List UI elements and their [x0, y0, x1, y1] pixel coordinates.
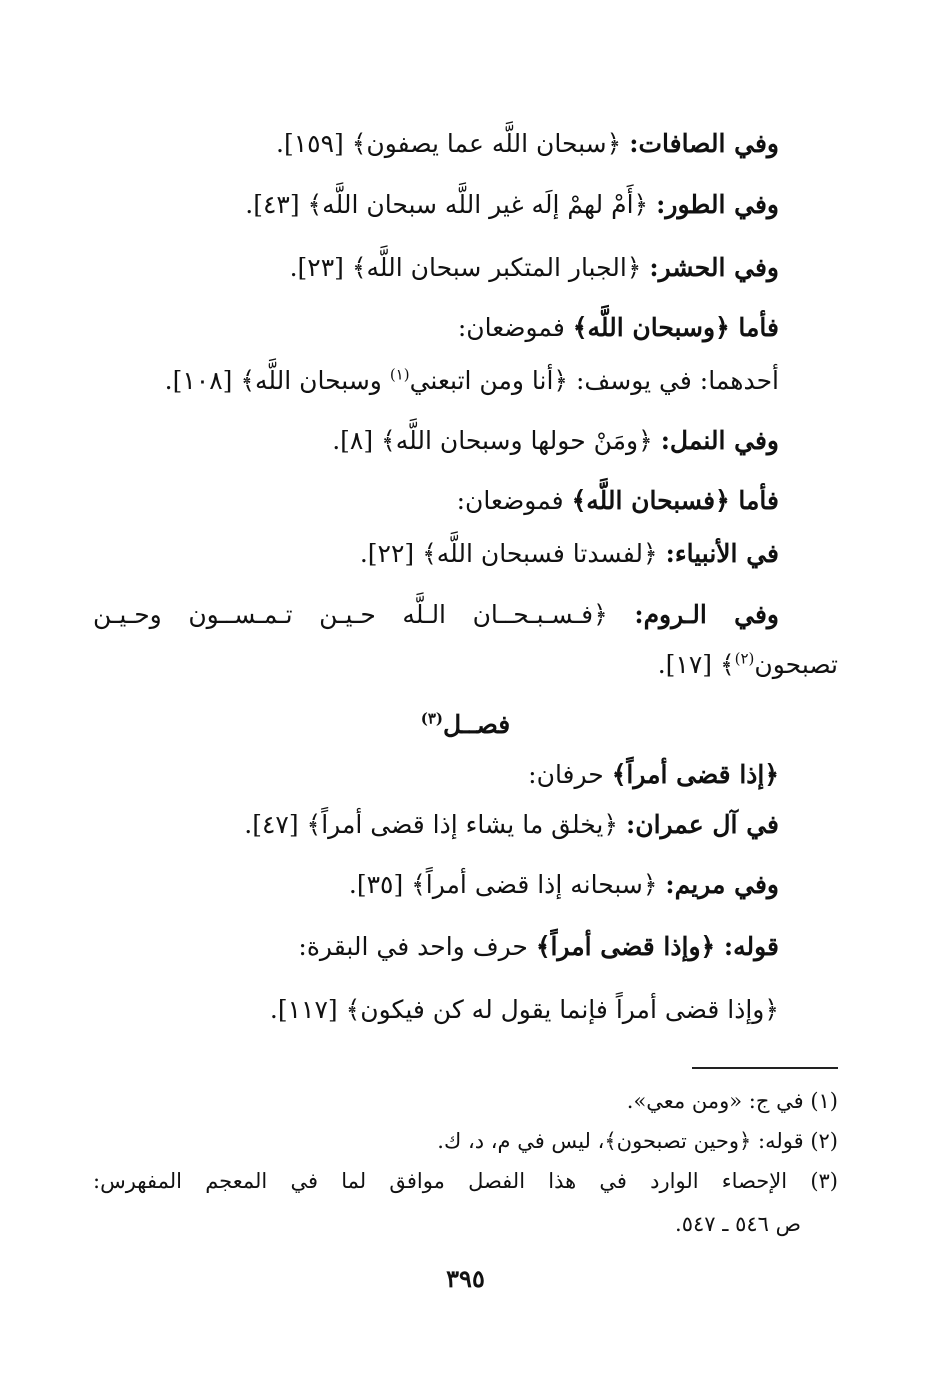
- line-text: حرف واحد في البقرة:: [298, 932, 528, 961]
- text-line-naml: [332, 424, 779, 458]
- line-text: ﴿أَمْ لهمْ إلَه غير اللَّه سبحان اللَّه﴾ [٤٣].: [245, 190, 649, 219]
- footnote-text: الإحصاء الوارد في هذا الفصل موافق لما في المعجم المفهرس:: [93, 1169, 788, 1193]
- line-label: في آل عمران:: [625, 810, 779, 839]
- footnote-divider: [692, 1067, 838, 1069]
- footnote-number: (١): [810, 1089, 838, 1113]
- text-line-idha-qada: [528, 758, 779, 792]
- footnote-2: [437, 1126, 838, 1156]
- line-text: تصبحون: [754, 650, 838, 679]
- text-line-rum: [93, 598, 779, 632]
- line-label: وفي الحشر:: [649, 253, 779, 282]
- footnote-ref: (٢): [734, 649, 755, 668]
- line-text: ﴿سبحانه إذا قضى أمراً﴾ [٣٥].: [348, 870, 658, 899]
- text-line-tur: [245, 188, 779, 222]
- text-line-yusuf: [165, 364, 779, 398]
- line-label: قوله: ﴿وإذا قضى أمراً﴾: [535, 932, 779, 961]
- line-label: وفي النمل:: [660, 426, 779, 455]
- line-text: ﴿لفسدتا فسبحان اللَّه﴾ [٢٢].: [359, 539, 658, 568]
- line-label: ﴿إذا قضى أمراً﴾: [611, 760, 779, 789]
- line-text: حرفان:: [528, 760, 604, 789]
- line-label: في الأنبياء:: [665, 539, 779, 568]
- text-line-saffat: [276, 127, 779, 161]
- line-text: ﴿ومَنْ حولها وسبحان اللَّه﴾ [٨].: [332, 426, 653, 455]
- line-text: وسبحان اللَّه﴾ [١٠٨].: [164, 366, 382, 395]
- line-text: ﴿فـسـبـحــان الـلَّه حـيـن تـمـســون وحـيـن: [93, 600, 608, 629]
- text-line-baqara: [270, 993, 779, 1027]
- text-line-fasubhan: [457, 484, 779, 518]
- line-label: وفي الصافات:: [629, 129, 779, 158]
- text-line-wasubhan: [458, 311, 779, 345]
- footnote-text: في ج: «ومن معي».: [626, 1089, 804, 1113]
- line-text: ﴿يخلق ما يشاء إذا قضى أمراً﴾ [٤٧].: [244, 810, 619, 839]
- page-number: ٣٩٥: [446, 1264, 485, 1293]
- footnote-3: [93, 1166, 838, 1196]
- text-line-al-imran: [244, 808, 779, 842]
- footnote-text: قوله: ﴿وحين تصبحون﴾، ليس في م، د، ك.: [437, 1129, 804, 1153]
- text-line-qawluh: [298, 930, 779, 964]
- line-label: وفي الطور:: [656, 190, 779, 219]
- text-line-anbiya: [360, 537, 779, 571]
- heading-text: فصــل: [443, 710, 511, 739]
- line-text: أحدهما: في يوسف: ﴿أنا ومن اتبعني: [409, 366, 779, 395]
- footnote-3-cont: [675, 1209, 801, 1239]
- footnote-number: (٢): [810, 1129, 838, 1153]
- line-text: فموضعان:: [457, 313, 565, 342]
- line-label: وفي مريم:: [665, 870, 779, 899]
- line-label: وفي الـروم:: [634, 600, 779, 629]
- line-text: ﴿سبحان اللَّه عما يصفون﴾ [١٥٩].: [276, 129, 622, 158]
- footnote-1: [627, 1086, 838, 1116]
- line-text: ﴿الجبار المتكبر سبحان اللَّه﴾ [٢٣].: [289, 253, 642, 282]
- text-line-maryam: [349, 868, 779, 902]
- line-text: ﴿وإذا قضى أمراً فإنما يقول له كن فيكون﴾ [١١٧].: [269, 995, 779, 1024]
- line-text: فموضعان:: [456, 486, 564, 515]
- text-line-rum-cont: [658, 648, 838, 682]
- footnote-ref: (٣): [420, 709, 444, 728]
- line-label: فأما ﴿وسبحان اللَّه﴾: [572, 313, 779, 342]
- line-text: ﴾ [١٧].: [657, 650, 735, 679]
- section-heading: [0, 708, 931, 742]
- line-label: فأما ﴿فسبحان اللَّه﴾: [571, 486, 779, 515]
- footnote-number: (٣): [810, 1169, 838, 1193]
- text-line-hashr: [290, 251, 779, 285]
- footnote-text: ص ٥٤٦ ـ ٥٤٧.: [675, 1212, 801, 1236]
- footnote-ref: (١): [389, 365, 410, 384]
